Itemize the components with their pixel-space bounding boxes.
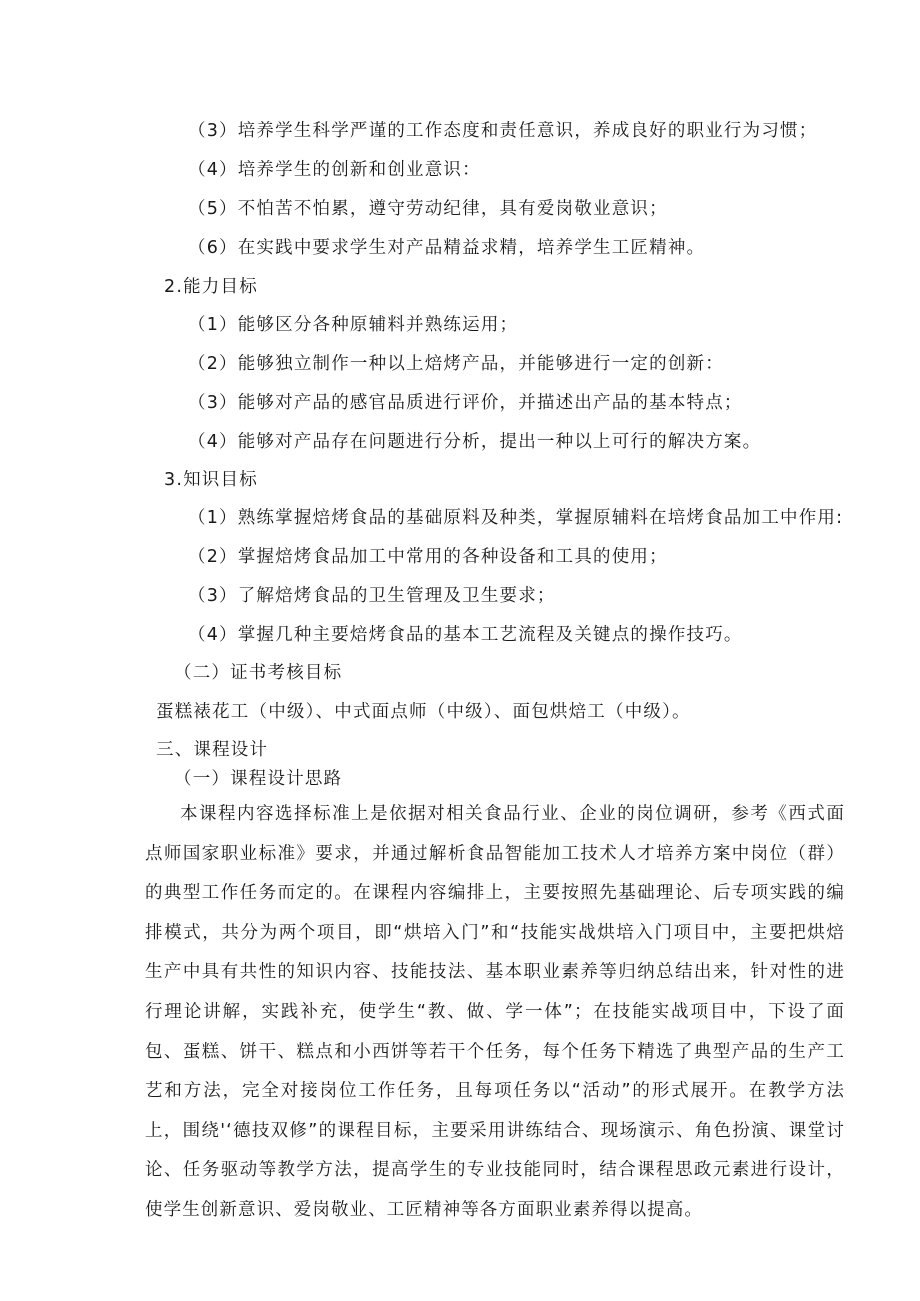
ability-goal-4: （4）能够对产品存在问题进行分析，提出一种以上可行的解决方案。 bbox=[188, 432, 762, 452]
quality-goal-4: （4）培养学生的创新和创业意识： bbox=[188, 160, 481, 180]
knowledge-goals-heading: 3.知识目标 bbox=[164, 470, 258, 490]
certificate-list: 蛋糕裱花工（中级）、中式面点师（中级）、面包烘焙工（中级）。 bbox=[156, 702, 691, 722]
knowledge-goal-1: （1）熟练掌握焙烤食品的基础原料及种类，掌握原辅料在培烤食品加工中作用: bbox=[188, 508, 844, 528]
ability-goal-1: （1）能够区分各种原辅料并熟练运用； bbox=[188, 315, 519, 335]
quality-goal-3: （3）培养学生科学严谨的工作态度和责任意识，养成良好的职业行为习惯； bbox=[188, 121, 818, 141]
knowledge-goal-4: （4）掌握几种主要焙烤食品的基本工艺流程及关键点的操作技巧。 bbox=[188, 625, 743, 645]
knowledge-goal-2: （2）掌握焙烤食品加工中常用的各种设备和工具的使用； bbox=[188, 547, 668, 567]
ability-goal-2: （2）能够独立制作一种以上焙烤产品，并能够进行一定的创新： bbox=[188, 354, 724, 374]
course-design-heading: 三、课程设计 bbox=[156, 740, 269, 760]
ability-goals-heading: 2.能力目标 bbox=[164, 277, 258, 297]
design-idea-paragraph: 本课程内容选择标准上是依据对相关食品行业、企业的岗位调研，参考《西式面点师国家职业标准》要求，并通过解析食品智能加工技术人才培养方案中岗位（群）的典型工作任务而定的。在课程内容编排上，主要按照先基础理论、后专项实践的编排模式，共分为两个项目，即“烘培入门”和“技能实战烘培入门项目中，主要把烘焙生产中具有共性的知识内容、技能技法、基本职业素养等归纳总结出来，针对性的进行理论讲解，实践补充，使学生“教、做、学一体”；在技能实战项目中，下设了面包、蛋糕、饼干、糕点和小西饼等若干个任务，每个任务下精选了典型产品的生产工艺和方法，完全对接岗位工作任务，且每项任务以“活动”的形式展开。在教学方法上，围绕'‘德技双修”的课程目标，主要采用讲练结合、现场演示、角色扮演、课堂讨论、任务驱动等教学方法，提高学生的专业技能同时，结合课程思政元素进行设计，使学生创新意识、爱岗敬业、工匠精神等各方面职业素养得以提高。 bbox=[145, 804, 845, 1220]
certificate-goals-heading: （二）证书考核目标 bbox=[174, 663, 343, 683]
design-idea-heading: （一）课程设计思路 bbox=[174, 769, 343, 789]
ability-goal-3: （3）能够对产品的感官品质进行评价，并描述出产品的基本特点； bbox=[188, 393, 743, 413]
knowledge-goal-3: （3）了解焙烤食品的卫生管理及卫生要求； bbox=[188, 586, 556, 606]
quality-goal-6: （6）在实践中要求学生对产品精益求精，培养学生工匠精神。 bbox=[188, 238, 706, 258]
quality-goal-5: （5）不怕苦不怕累，遵守劳动纪律，具有爱岗敬业意识； bbox=[188, 199, 668, 219]
